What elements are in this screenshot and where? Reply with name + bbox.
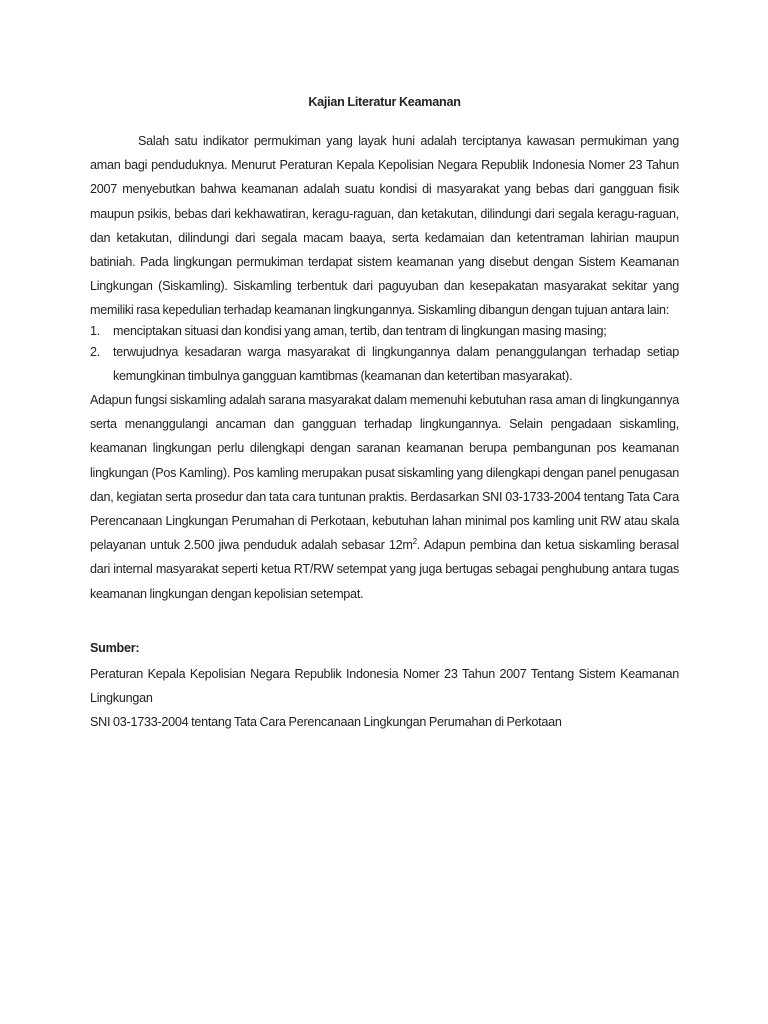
sources-heading: Sumber: [90,640,140,655]
list-item [90,340,679,388]
function-paragraph-text: Adapun fungsi siskamling adalah sarana masyarakat dalam memenuhi kebutuhan rasa aman di lingkungannya serta menanggulangi ancaman dan gangguan terhadap lingkungannya. Selain pengadaan siskamling, keamanan lingkungan perlu dilengkapi dengan saranan keamanan berupa pembangunan pos keamanan lingkungan (Pos Kamling). Pos kamling merupakan pusat siskamling yang dilengkapi dengan panel penugasan dan, kegiatan serta prosedur dan tata cara tuntunan praktis. Berdasarkan SNI 03-1733-2004 tentang Tata Cara Perencanaan Lingkungan Perumahan di Perkotaan, kebutuhan lahan minimal pos kamling unit RW atau skala pelayanan untuk 2.500 jiwa penduduk adalah sebasar 12m [90,393,679,553]
superscript-exponent: 2 [412,537,417,547]
list-item-number: 1. [90,323,101,338]
list-item-text: terwujudnya kesadaran warga masyarakat di lingkungannya dalam penanggulangan terhadap setiap kemungkinan timbulnya gangguan kamtibmas (keamanan dan ketertiban masyarakat). [113,344,679,383]
list-item-number: 2. [90,344,101,359]
function-paragraph [90,388,679,606]
list-item-text: menciptakan situasi dan kondisi yang aman, tertib, dan tentram di lingkungan masing masing; [113,323,607,338]
function-paragraph-text-continued: . Adapun pembina dan ketua siskamling berasal dari internal masyarakat seperti ketua RT/RW setempat yang juga bertugas sebagai penghubung antara tugas keamanan lingkungan dengan kepolisian setempat. [90,538,679,601]
document-body [90,90,679,734]
section-spacer [90,606,679,634]
goals-list [90,323,679,388]
source-item: SNI 03-1733-2004 tentang Tata Cara Perencanaan Lingkungan Perumahan di Perkotaan [90,715,562,730]
intro-paragraph: Salah satu indikator permukiman yang layak huni adalah terciptanya kawasan permukiman yang aman bagi penduduknya. Menurut Peraturan Kepala Kepolisian Negara Republik Indonesia Nomer 23 Tahun 2007 menyebutkan bahwa keamanan adalah suatu kondisi di masyarakat yang bebas dari gangguan fisik maupun psikis, bebas dari kekhawatiran, keragu-raguan, dan ketakutan, dilindungi dari segala keragu-raguan, dan ketakutan, dilindungi dari segala macam baaya, serta kedamaian dan ketentraman lahirian maupun batiniah. Pada lingkungan permukiman terdapat sistem keamanan yang disebut dengan Sistem Keamanan Lingkungan (Siskamling). Siskamling terbentuk dari paguyuban dan kesepakatan masyarakat sekitar yang memiliki rasa kepedulian terhadap keamanan lingkungannya. Siskamling dibangun dengan tujuan antara lain: [90,134,679,318]
source-item: Peraturan Kepala Kepolisian Negara Republik Indonesia Nomer 23 Tahun 2007 Tentang Sistem Keamanan Lingkungan [90,666,679,706]
list-item [90,323,679,340]
document-title: Kajian Literatur Keamanan [308,95,461,109]
